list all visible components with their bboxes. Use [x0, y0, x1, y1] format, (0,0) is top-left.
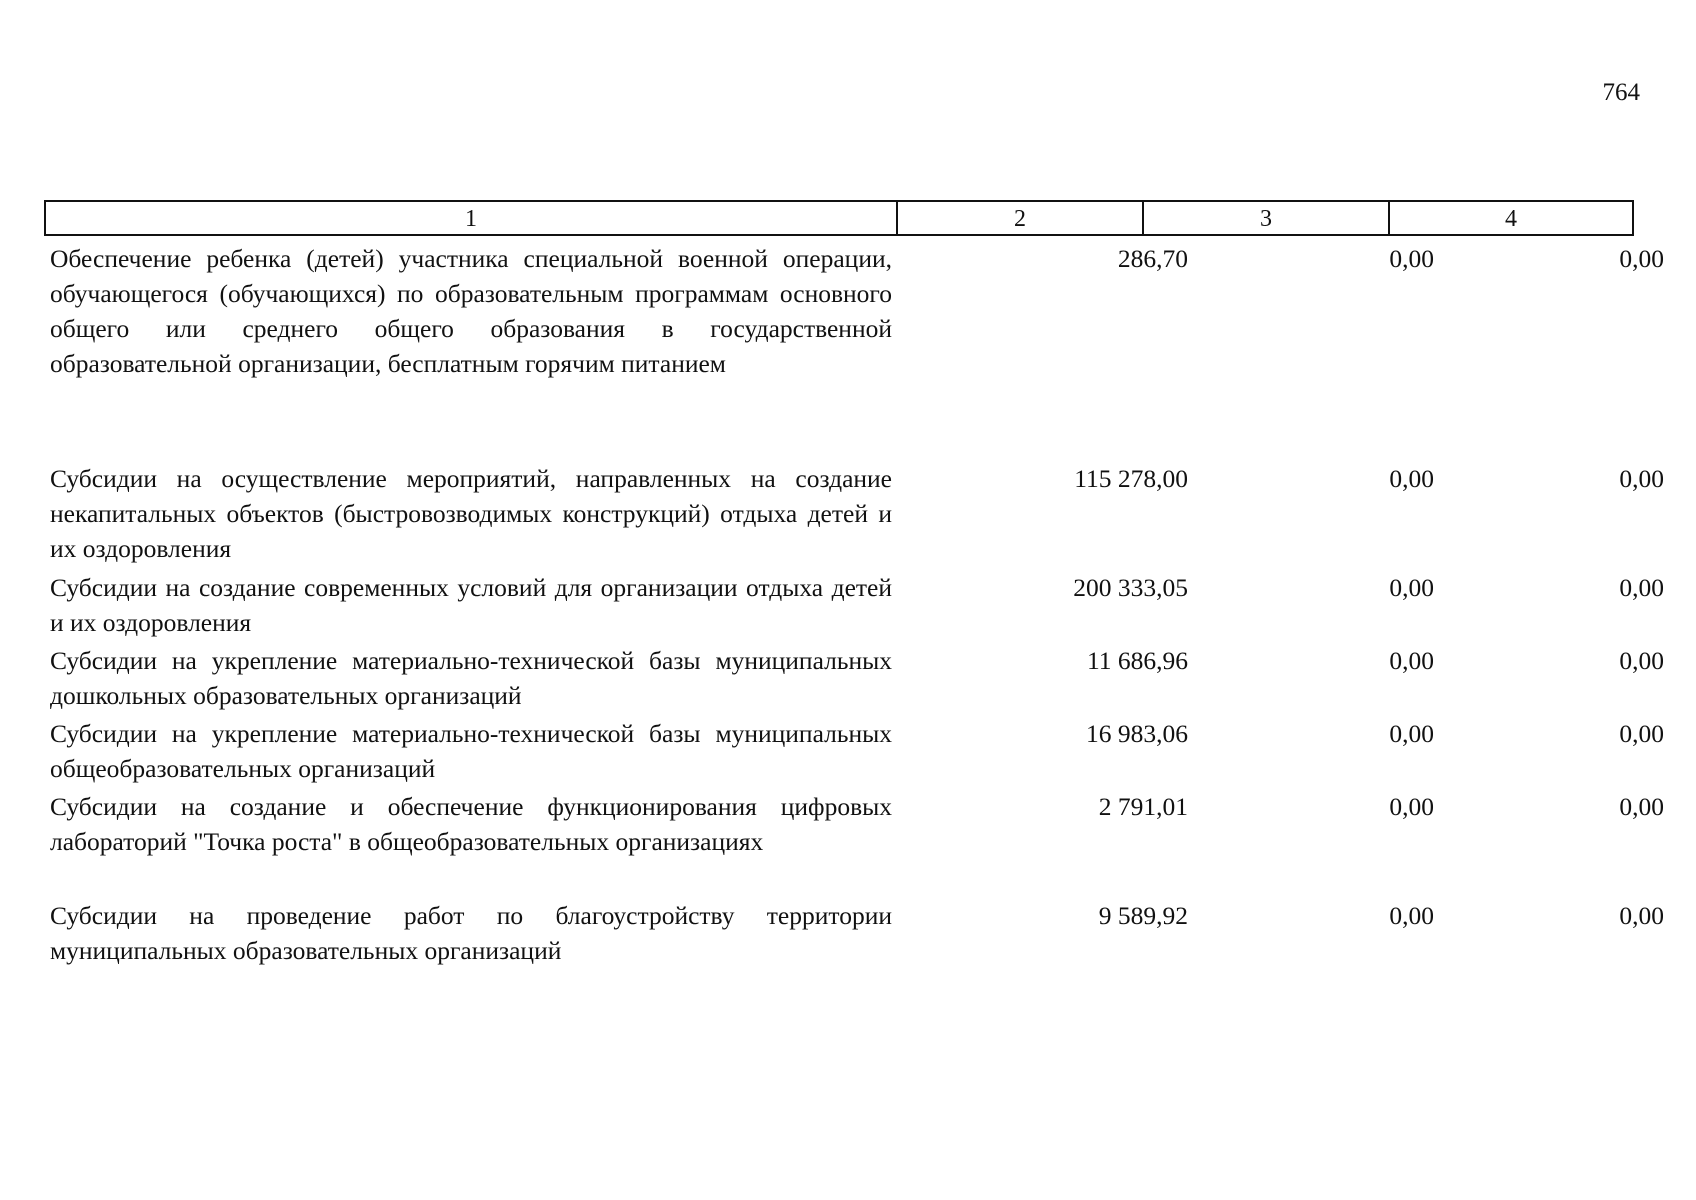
row-value-col4: 0,00 [1619, 244, 1664, 273]
row-value-col4: 0,00 [1619, 719, 1664, 748]
row-description: Субсидии на укрепление материально-технической базы муниципальных общеобразовательных организаций [50, 719, 892, 783]
row-value-col2: 16 983,06 [1086, 719, 1188, 748]
row-value-col4: 0,00 [1619, 901, 1664, 930]
page-number: 764 [1602, 79, 1640, 106]
row-value-col3: 0,00 [1389, 719, 1434, 748]
row-value-col2: 286,70 [1117, 244, 1188, 273]
row-value-col2: 115 278,00 [1074, 464, 1188, 493]
row-description: Обеспечение ребенка (детей) участника специальной военной операции, обучающегося (обучающихся) по образовательным программам основного общего или среднего общего образования в государственной образовательной организации, бесплатным горячим питанием [50, 244, 892, 378]
column-header-3: 3 [1144, 202, 1390, 234]
row-description: Субсидии на создание и обеспечение функционирования цифровых лабораторий "Точка роста" в общеобразовательных организациях [50, 792, 892, 856]
row-value-col3: 0,00 [1389, 464, 1434, 493]
row-value-col2: 2 791,01 [1098, 792, 1188, 821]
row-description: Субсидии на создание современных условий для организации отдыха детей и их оздоровления [50, 573, 892, 637]
column-header-4: 4 [1505, 206, 1517, 232]
row-value-col2: 9 589,92 [1098, 901, 1188, 930]
row-value-col3: 0,00 [1389, 646, 1434, 675]
row-value-col3: 0,00 [1389, 792, 1434, 821]
row-value-col4: 0,00 [1619, 464, 1664, 493]
row-description: Субсидии на осуществление мероприятий, направленных на создание некапитальных объектов (быстровозводимых конструкций) отдыха детей и их оздоровления [50, 464, 892, 563]
row-value-col3: 0,00 [1389, 901, 1434, 930]
row-description: Субсидии на проведение работ по благоустройству территории муниципальных образовательных организаций [50, 901, 892, 965]
row-description: Субсидии на укрепление материально-технической базы муниципальных дошкольных образовательных организаций [50, 646, 892, 710]
row-value-col3: 0,00 [1389, 244, 1434, 273]
row-value-col2: 11 686,96 [1086, 646, 1188, 675]
row-value-col4: 0,00 [1619, 573, 1664, 602]
column-header-1: 1 [46, 202, 898, 234]
row-value-col2: 200 333,05 [1073, 573, 1188, 602]
row-value-col3: 0,00 [1389, 573, 1434, 602]
table-header [44, 200, 1634, 236]
row-value-col4: 0,00 [1619, 646, 1664, 675]
row-value-col4: 0,00 [1619, 792, 1664, 821]
column-header-2: 2 [898, 202, 1144, 234]
